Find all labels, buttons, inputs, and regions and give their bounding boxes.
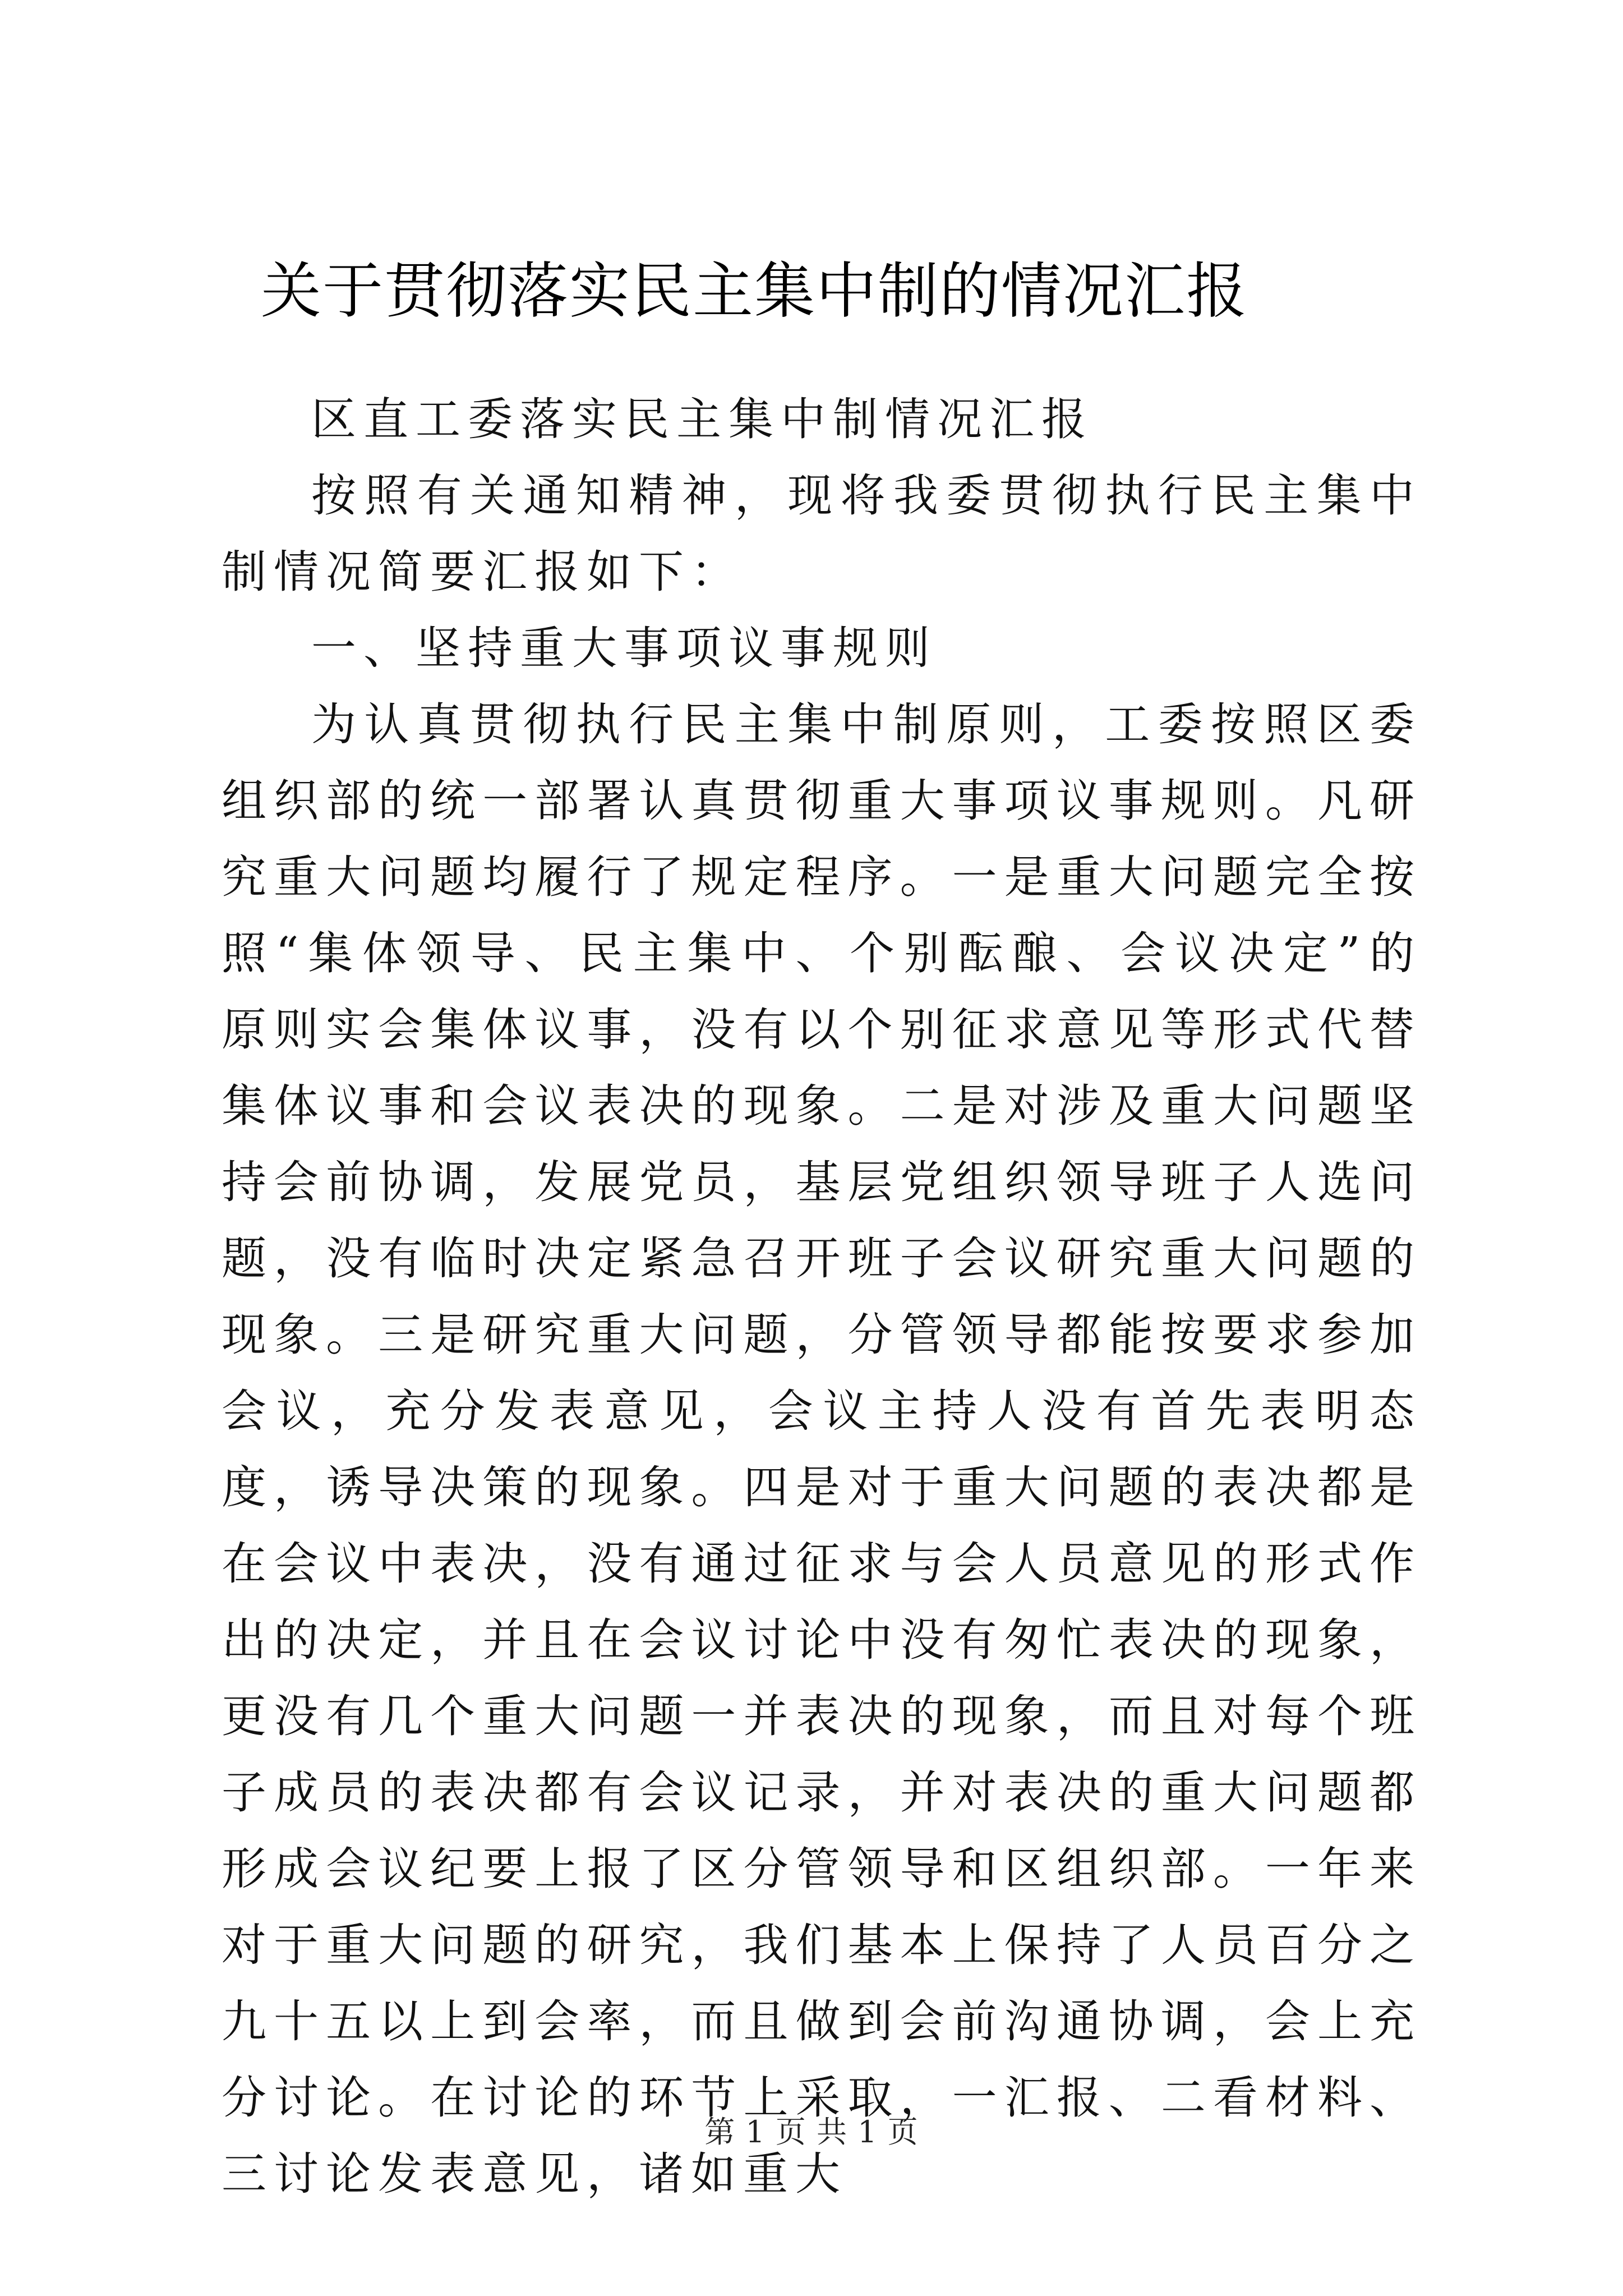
document-title: 关于贯彻落实民主集中制的情况汇报	[260, 256, 1248, 326]
body-paragraph: 为认真贯彻执行民主集中制原则，工委按照区委组织部的统一部署认真贯彻重大事项议事规则。凡研究重大问题均履行了规定程序。一是重大问题完全按照“集体领导、民主集中、个别酝酿、会议决定”的原则实会集体议事，没有以个别征求意见等形式代替集体议事和会议表决的现象。二是对涉及重大问题坚持会前协调，发展党员，基层党组织领导班子人选问题，没有临时决定紧急召开班子会议研究重大问题的现象。三是研究重大问题，分管领导都能按要求参加会议，充分发表意见，会议主持人没有首先表明态度，诱导决策的现象。四是对于重大问题的表决都是在会议中表决，没有通过征求与会人员意见的形式作出的决定，并且在会议讨论中没有匆忙表决的现象，更没有几个重大问题一并表决的现象，而且对每个班子成员的表决都有会议记录，并对表决的重大问题都形成会议纪要上报了区分管领导和区组织部。一年来对于重大问题的研究，我们基本上保持了人员百分之九十五以上到会率，而且做到会前沟通协调，会上充分讨论。在讨论的环节上采取，一汇报、二看材料、三讨论发表意见，诸如重大	[222, 698, 1422, 2200]
document-body	[222, 381, 1422, 2212]
page-footer: 第 1 页 共 1 页	[704, 2114, 919, 2150]
section-heading: 一、坚持重大事项议事规则	[311, 622, 937, 674]
subtitle-paragraph: 区直工委落实民主集中制情况汇报	[311, 393, 1094, 445]
intro-paragraph: 按照有关通知精神，现将我委贯彻执行民主集中制情况简要汇报如下：	[222, 470, 1422, 598]
